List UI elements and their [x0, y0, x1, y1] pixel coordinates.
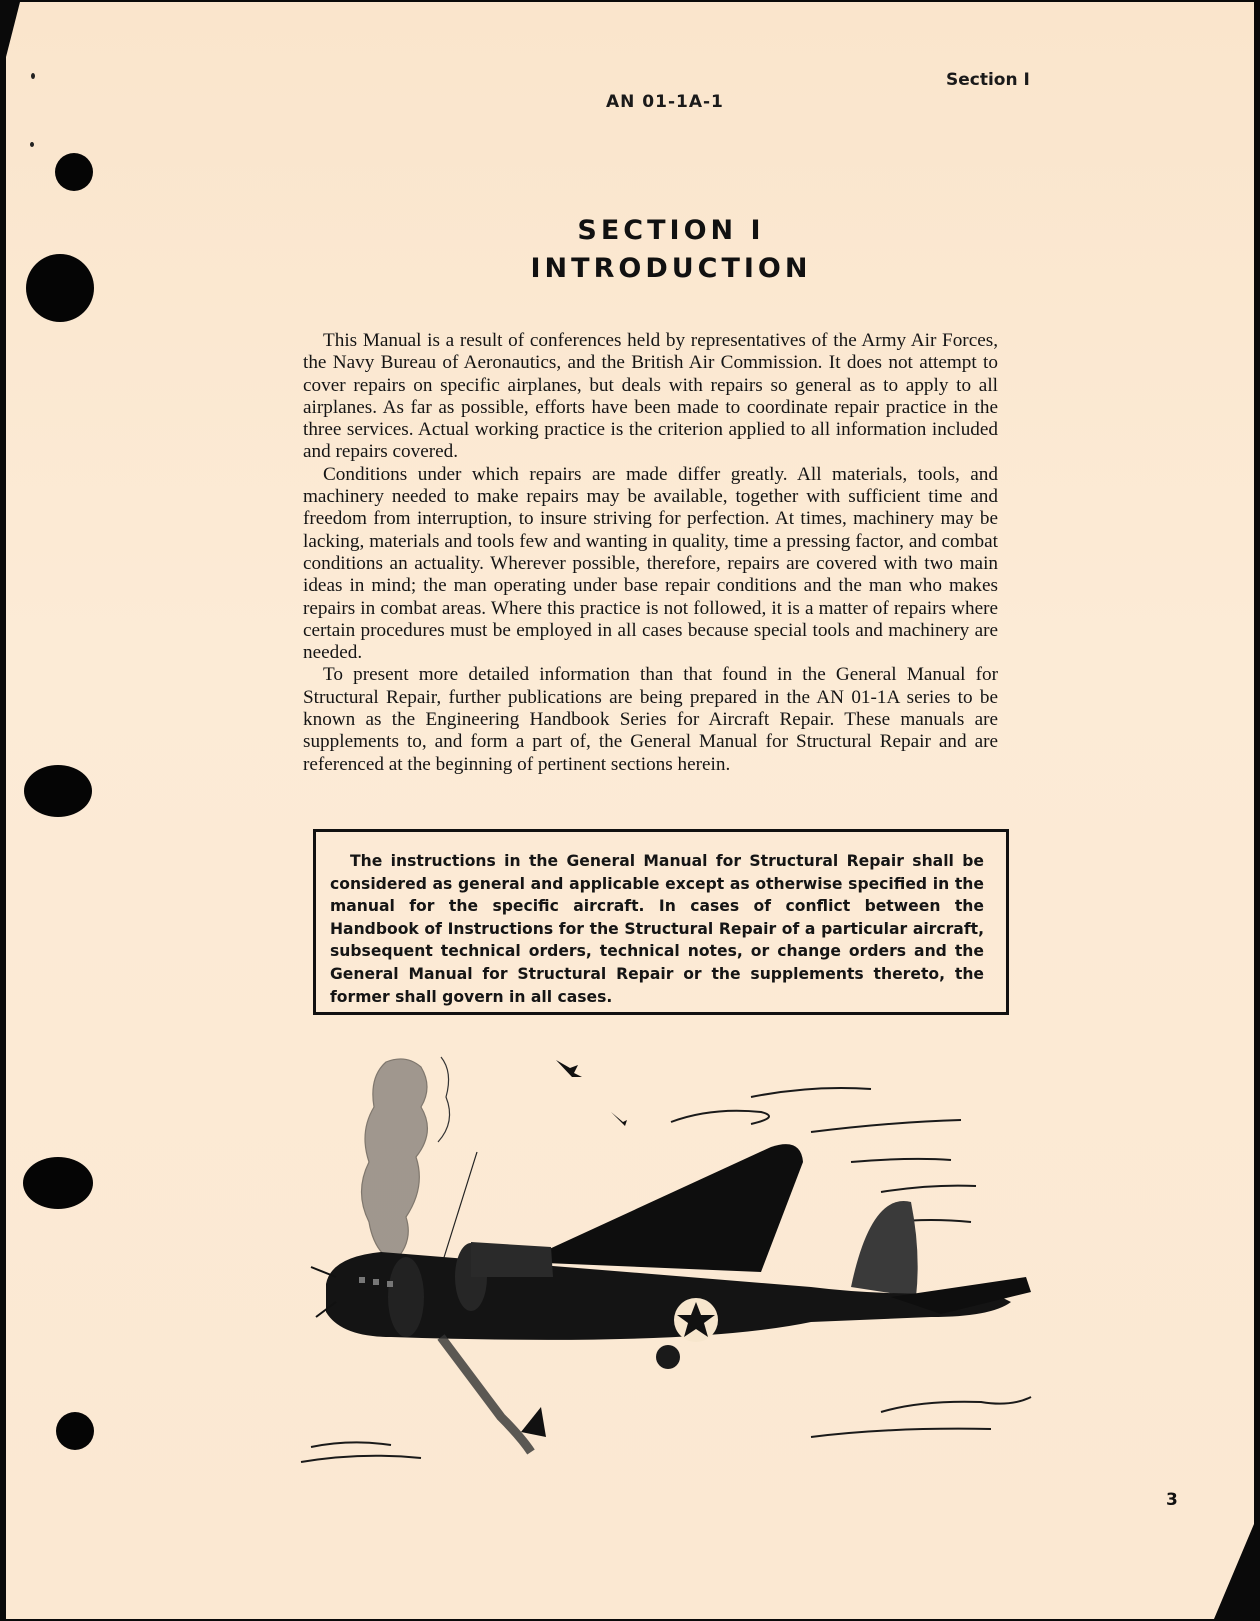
section-subtitle: INTRODUCTION — [530, 253, 812, 284]
section-label: Section I — [946, 70, 1030, 90]
binder-hole — [55, 153, 93, 191]
bomber-illustration — [291, 1052, 1041, 1472]
document-number: AN 01-1A-1 — [606, 92, 724, 112]
page-corner-fold — [1214, 1524, 1254, 1619]
binder-hole — [24, 765, 92, 817]
notice-box — [313, 829, 1009, 1015]
document-page — [6, 2, 1254, 1619]
binder-hole — [23, 1157, 93, 1209]
page-corner-fold — [6, 2, 20, 57]
paper-speck — [30, 142, 34, 147]
paragraph: To present more detailed information than that found in the General Manual for Structural Repair, further publications are being prepared in the AN 01-1A series to be known as the Engineering Handbook Series for Aircraft Repair. These manuals are supplements to, and form a part of, the General Manual for Structural Repair and are referenced at the beginning of pertinent sections herein. — [303, 664, 998, 775]
section-title: SECTION I — [577, 215, 765, 246]
paper-speck — [31, 73, 35, 79]
paragraph: Conditions under which repairs are made differ greatly. All materials, tools, and machinery needed to make repairs may be available, together with sufficient time and freedom from interruption, to insure striving for perfection. At times, machinery may be lacking, materials and tools few and wanting in quality, time a pressing factor, and combat conditions an actuality. Wherever possible, therefore, repairs are covered with two main ideas in mind; the man operating under base repair conditions and the man who makes repairs in combat areas. Where this practice is not followed, it is a matter of repairs where certain procedures must be employed in all cases because special tools and machinery are needed. — [303, 463, 998, 664]
page-number: 3 — [1166, 1490, 1178, 1510]
body-text — [303, 330, 998, 776]
notice-text: The instructions in the General Manual for Structural Repair shall be considered as general and applicable except as otherwise specified in the manual for the specific aircraft. In cases of conflict between the Handbook of Instructions for the Structural Repair of a particular aircraft, subsequent technical orders, technical notes, or change orders and the General Manual for Structural Repair or the supplements thereto, the former shall govern in all cases. — [330, 852, 984, 1006]
binder-hole — [56, 1412, 94, 1450]
paragraph: This Manual is a result of conferences held by representatives of the Army Air Forces, the Navy Bureau of Aeronautics, and the British Air Commission. It does not attempt to cover repairs on specific airplanes, but deals with repairs so general as to apply to all airplanes. As far as possible, efforts have been made to coordinate repair practice in the three services. Actual working practice is the criterion applied to all information included and repairs covered. — [303, 330, 998, 463]
